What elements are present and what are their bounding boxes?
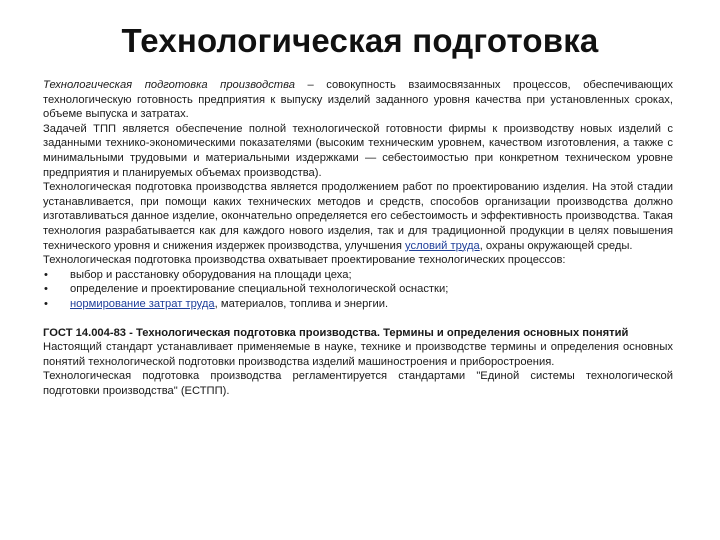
paragraph-task: Задачей ТПП является обеспечение полной технологической готовности фирмы к производству новых изделий с заданными технико-экономическими показателями (высоким техническим уровнем, качеством изготовления, а также с минимальными трудовыми и материальными издержками — себестоимостью при конкретном техническом уровне предприятия и планируемых объемах производства).: [43, 122, 673, 179]
term-italic: Технологическая подготовка производства: [43, 79, 295, 91]
gost-heading: ГОСТ 14.004-83 - Технологическая подготовка производства. Термины и определения основных понятий: [43, 326, 629, 339]
paragraph-definition: [43, 78, 673, 122]
link-working-conditions[interactable]: условий труда: [405, 239, 480, 252]
continuation-text: Технологическая подготовка производства является продолжением работ по проектированию изделия. На этой стадии устанавливается, при помощи каких технических методов и средств, способов организации производства должно изготавливаться данное изделие, окончательно определяется его себестоимость и эффективность производства. Такая технология разрабатывается как для каждого нового изделия, так и для традиционной продукции в целях повышения технического уровня и снижения издержек производства, улучшения: [43, 181, 673, 252]
spacer: [43, 312, 673, 326]
bullet-list: [43, 268, 673, 312]
slide-title: Технологическая подготовка: [121, 22, 599, 59]
list-item: [43, 282, 673, 297]
paragraph-continuation: [43, 180, 673, 253]
continuation-tail: , охраны окружающей среды.: [479, 239, 633, 252]
list-item-text: , материалов, топлива и энергии.: [214, 297, 389, 310]
bullet-icon: •: [44, 297, 48, 310]
list-item: [43, 268, 673, 283]
list-item: [43, 297, 673, 312]
slide-body: [43, 78, 673, 398]
paragraph-scope: Технологическая подготовка производства охватывает проектирование технологических процессов:: [43, 254, 566, 267]
link-labor-norming[interactable]: нормирование затрат труда: [70, 297, 215, 310]
list-item-text: выбор и расстановку оборудования на площади цеха;: [70, 268, 352, 281]
bullet-icon: •: [44, 283, 48, 296]
list-item-text: определение и проектирование специальной технологической оснастки;: [70, 283, 449, 296]
gost-paragraph-regulation: Технологическая подготовка производства регламентируется стандартами "Единой системы технологической подготовки производства" (ЕСТПП).: [43, 370, 673, 397]
definition-text: – совокупность взаимосвязанных процессов, обеспечивающих технологическую готовность предприятия к выпуску изделий заданного уровня качества при установленных сроках, объеме выпуска и затратах.: [43, 79, 673, 121]
bullet-icon: •: [44, 268, 48, 281]
gost-paragraph-standard: Настоящий стандарт устанавливает применяемые в науке, технике и производстве термины и определения основных понятий технологической подготовки производства изделий машиностроения и приборостроения.: [43, 341, 673, 368]
